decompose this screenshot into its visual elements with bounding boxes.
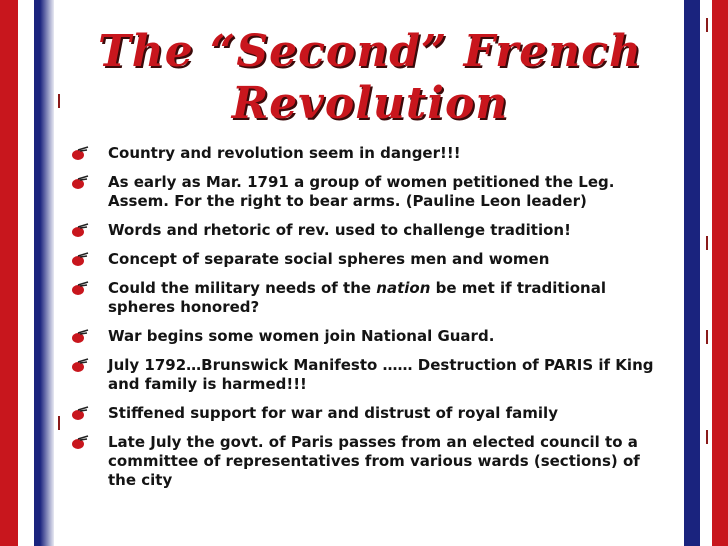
list-item [68, 279, 658, 317]
list-item [68, 173, 658, 211]
bullet-list [68, 144, 658, 490]
drum-bullet-icon [68, 406, 90, 422]
bullet-text: Could the military needs of the nation be met if traditional spheres honored? [108, 279, 606, 316]
bullet-text: Country and revolution seem in danger!!! [108, 144, 461, 162]
list-item [68, 404, 658, 423]
bullet-text: As early as Mar. 1791 a group of women petitioned the Leg. Assem. For the right to bear arms. (Pauline Leon leader) [108, 173, 615, 210]
list-item [68, 356, 658, 394]
list-item [68, 433, 658, 490]
drum-bullet-icon [68, 223, 90, 239]
drum-bullet-icon [68, 146, 90, 162]
right-border-stripes [680, 0, 728, 546]
border-tick [58, 416, 60, 430]
drum-bullet-icon [68, 358, 90, 374]
left-border-stripes [0, 0, 54, 546]
border-tick [706, 236, 708, 250]
drum-bullet-icon [68, 175, 90, 191]
drum-bullet-icon [68, 435, 90, 451]
drum-bullet-icon [68, 281, 90, 297]
border-tick [706, 430, 708, 444]
list-item [68, 221, 658, 240]
border-tick [706, 330, 708, 344]
bullet-text: July 1792…Brunswick Manifesto …… Destruction of PARIS if King and family is harmed!!! [108, 356, 654, 393]
bullet-text: War begins some women join National Guard. [108, 327, 495, 345]
bullet-text: Late July the govt. of Paris passes from an elected council to a committee of representatives from various wards (sections) of the city [108, 433, 640, 489]
drum-bullet-icon [68, 329, 90, 345]
slide-title: The “Second” French Revolution [97, 26, 643, 129]
list-item [68, 327, 658, 346]
bullet-text: Stiffened support for war and distrust of royal family [108, 404, 558, 422]
list-item [68, 250, 658, 269]
drum-bullet-icon [68, 252, 90, 268]
border-tick [706, 18, 708, 32]
bullet-text: Concept of separate social spheres men and women [108, 250, 550, 268]
list-item [68, 144, 658, 163]
bullet-text: Words and rhetoric of rev. used to challenge tradition! [108, 221, 571, 239]
